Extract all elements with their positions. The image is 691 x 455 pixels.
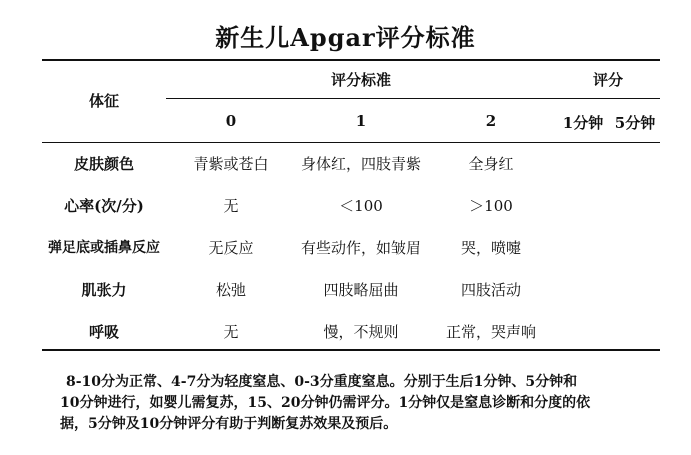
row-score-0: 无 (223, 197, 239, 215)
header-bottom-rule (42, 142, 660, 143)
row-score-2: 哭，喷嚏 (460, 239, 521, 257)
row-score-1: 有些动作，如皱眉 (300, 239, 421, 257)
row-sign: 弹足底或插鼻反应 (48, 240, 160, 256)
row-score-1: 身体红，四肢青紫 (300, 155, 421, 173)
header-score: 评分 (592, 71, 623, 89)
row-score-2: 四肢活动 (460, 281, 521, 299)
page-title: 新生儿Apgar评分标准 (215, 23, 476, 52)
header-score-1min: 1分钟 (562, 114, 604, 132)
footnote-line: 8-10分为正常、4-7分为轻度窒息、0-3分重度窒息。分别于生后1分钟、5分钟和 (66, 374, 578, 390)
row-score-2: ＞100 (469, 197, 513, 215)
row-score-1: 慢，不规则 (323, 323, 399, 341)
table-bottom-rule (42, 349, 660, 351)
row-sign: 心率(次/分) (64, 197, 144, 215)
row-sign: 呼吸 (88, 323, 119, 341)
row-score-1: ＜100 (339, 197, 383, 215)
header-divider-rule (166, 98, 660, 99)
row-score-2: 全身红 (468, 155, 514, 173)
row-sign: 皮肤颜色 (73, 155, 134, 173)
footnote-line: 10分钟进行，如婴儿需复苏，15、20分钟仍需评分。1分钟仅是窒息诊断和分度的依 (60, 395, 591, 411)
row-score-1: 四肢略屈曲 (323, 281, 399, 299)
row-score-0: 无 (223, 323, 239, 341)
header-col-2: 2 (485, 112, 497, 130)
footnote-line: 据，5分钟及10分钟评分有助于判断复苏效果及预后。 (60, 416, 398, 432)
row-score-0: 无反应 (208, 239, 254, 257)
header-sign: 体征 (88, 92, 119, 110)
row-score-0: 松弛 (215, 281, 246, 299)
header-col-0: 0 (225, 112, 237, 130)
row-sign: 肌张力 (81, 281, 127, 299)
header-criteria: 评分标准 (330, 71, 391, 89)
header-score-5min: 5分钟 (614, 114, 656, 132)
header-col-1: 1 (355, 112, 367, 130)
row-score-2: 正常，哭声响 (445, 323, 536, 341)
footnote (60, 372, 660, 435)
table-top-rule (42, 59, 660, 61)
row-score-0: 青紫或苍白 (193, 155, 269, 173)
